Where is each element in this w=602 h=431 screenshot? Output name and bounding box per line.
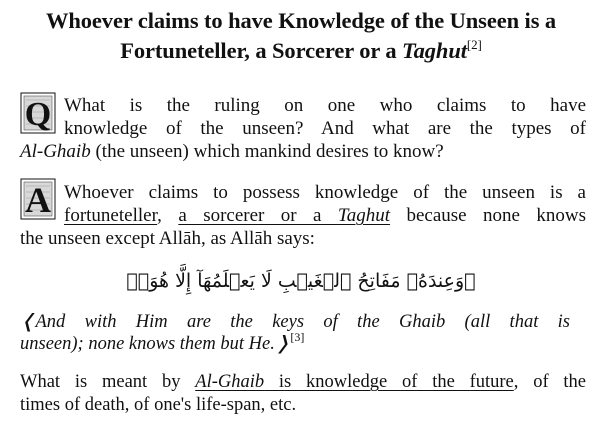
answer-line-2-rest: because none knows — [390, 205, 586, 226]
dropcap-a-letter: A — [25, 180, 51, 220]
question-paragraph — [20, 94, 586, 163]
term-al-ghaib: Al-Ghaib — [20, 141, 91, 162]
heading-footnote-ref: [2] — [466, 37, 482, 52]
heading-taghut: Taghut — [402, 38, 467, 63]
heading-line-1: Whoever claims to have Knowledge of the Unseen is a — [45, 8, 557, 33]
term-sorcerer: a sorcerer or a — [178, 205, 338, 226]
arabic-verse: ﴿وَعِندَهُۥ مَفَاتِحُ ٱلۡغَيۡبِ لَا يَعۡلَمُهَآ إِلَّا هُوَۚ﴾ — [126, 270, 476, 292]
question-line-2: knowledge of the unseen? And what are the types of — [64, 118, 586, 139]
question-line-3-rest: (the unseen) which mankind desires to know? — [90, 141, 444, 162]
closing-line-1 — [20, 371, 586, 394]
dropcap-q-letter: Q — [24, 96, 52, 133]
heading-line-2 — [0, 36, 602, 66]
question-line-1: What is the ruling on one who claims to have — [64, 95, 586, 116]
closing-line-1-start: What is meant by — [20, 372, 196, 392]
answer-line-1: Whoever claims to possess knowledge of the unseen is a — [64, 182, 586, 203]
term-taghut: Taghut — [337, 205, 391, 226]
closing-paragraph — [20, 371, 586, 417]
term-fortuneteller: fortuneteller — [64, 205, 158, 226]
term-al-ghaib-closing: Al-Ghaib — [195, 372, 265, 392]
translation-footnote-ref: [3] — [290, 330, 305, 344]
term-future: future — [469, 372, 514, 392]
closing-line-2: times of death, of one's life-span, etc. — [20, 395, 297, 415]
translation-line-2-text: unseen); none knows them but He.❭ — [20, 334, 291, 354]
closing-line-1-end: , of the — [513, 372, 586, 392]
answer-comma: , — [157, 205, 179, 226]
translation-line-1: ❬And with Him are the keys of the Ghaib (all that is — [20, 312, 570, 332]
translation-line-2 — [20, 330, 570, 355]
heading-line-2-text: Fortuneteller, a Sorcerer or a — [120, 38, 403, 63]
answer-line-3: the unseen except Allāh, as Allāh says: — [20, 228, 315, 249]
answer-paragraph — [20, 181, 586, 250]
article-heading — [0, 6, 602, 66]
answer-line-2 — [20, 204, 586, 227]
closing-knowledge-of-the: is knowledge of the — [264, 372, 470, 392]
verse-translation — [20, 311, 570, 355]
question-line-3 — [20, 140, 586, 163]
